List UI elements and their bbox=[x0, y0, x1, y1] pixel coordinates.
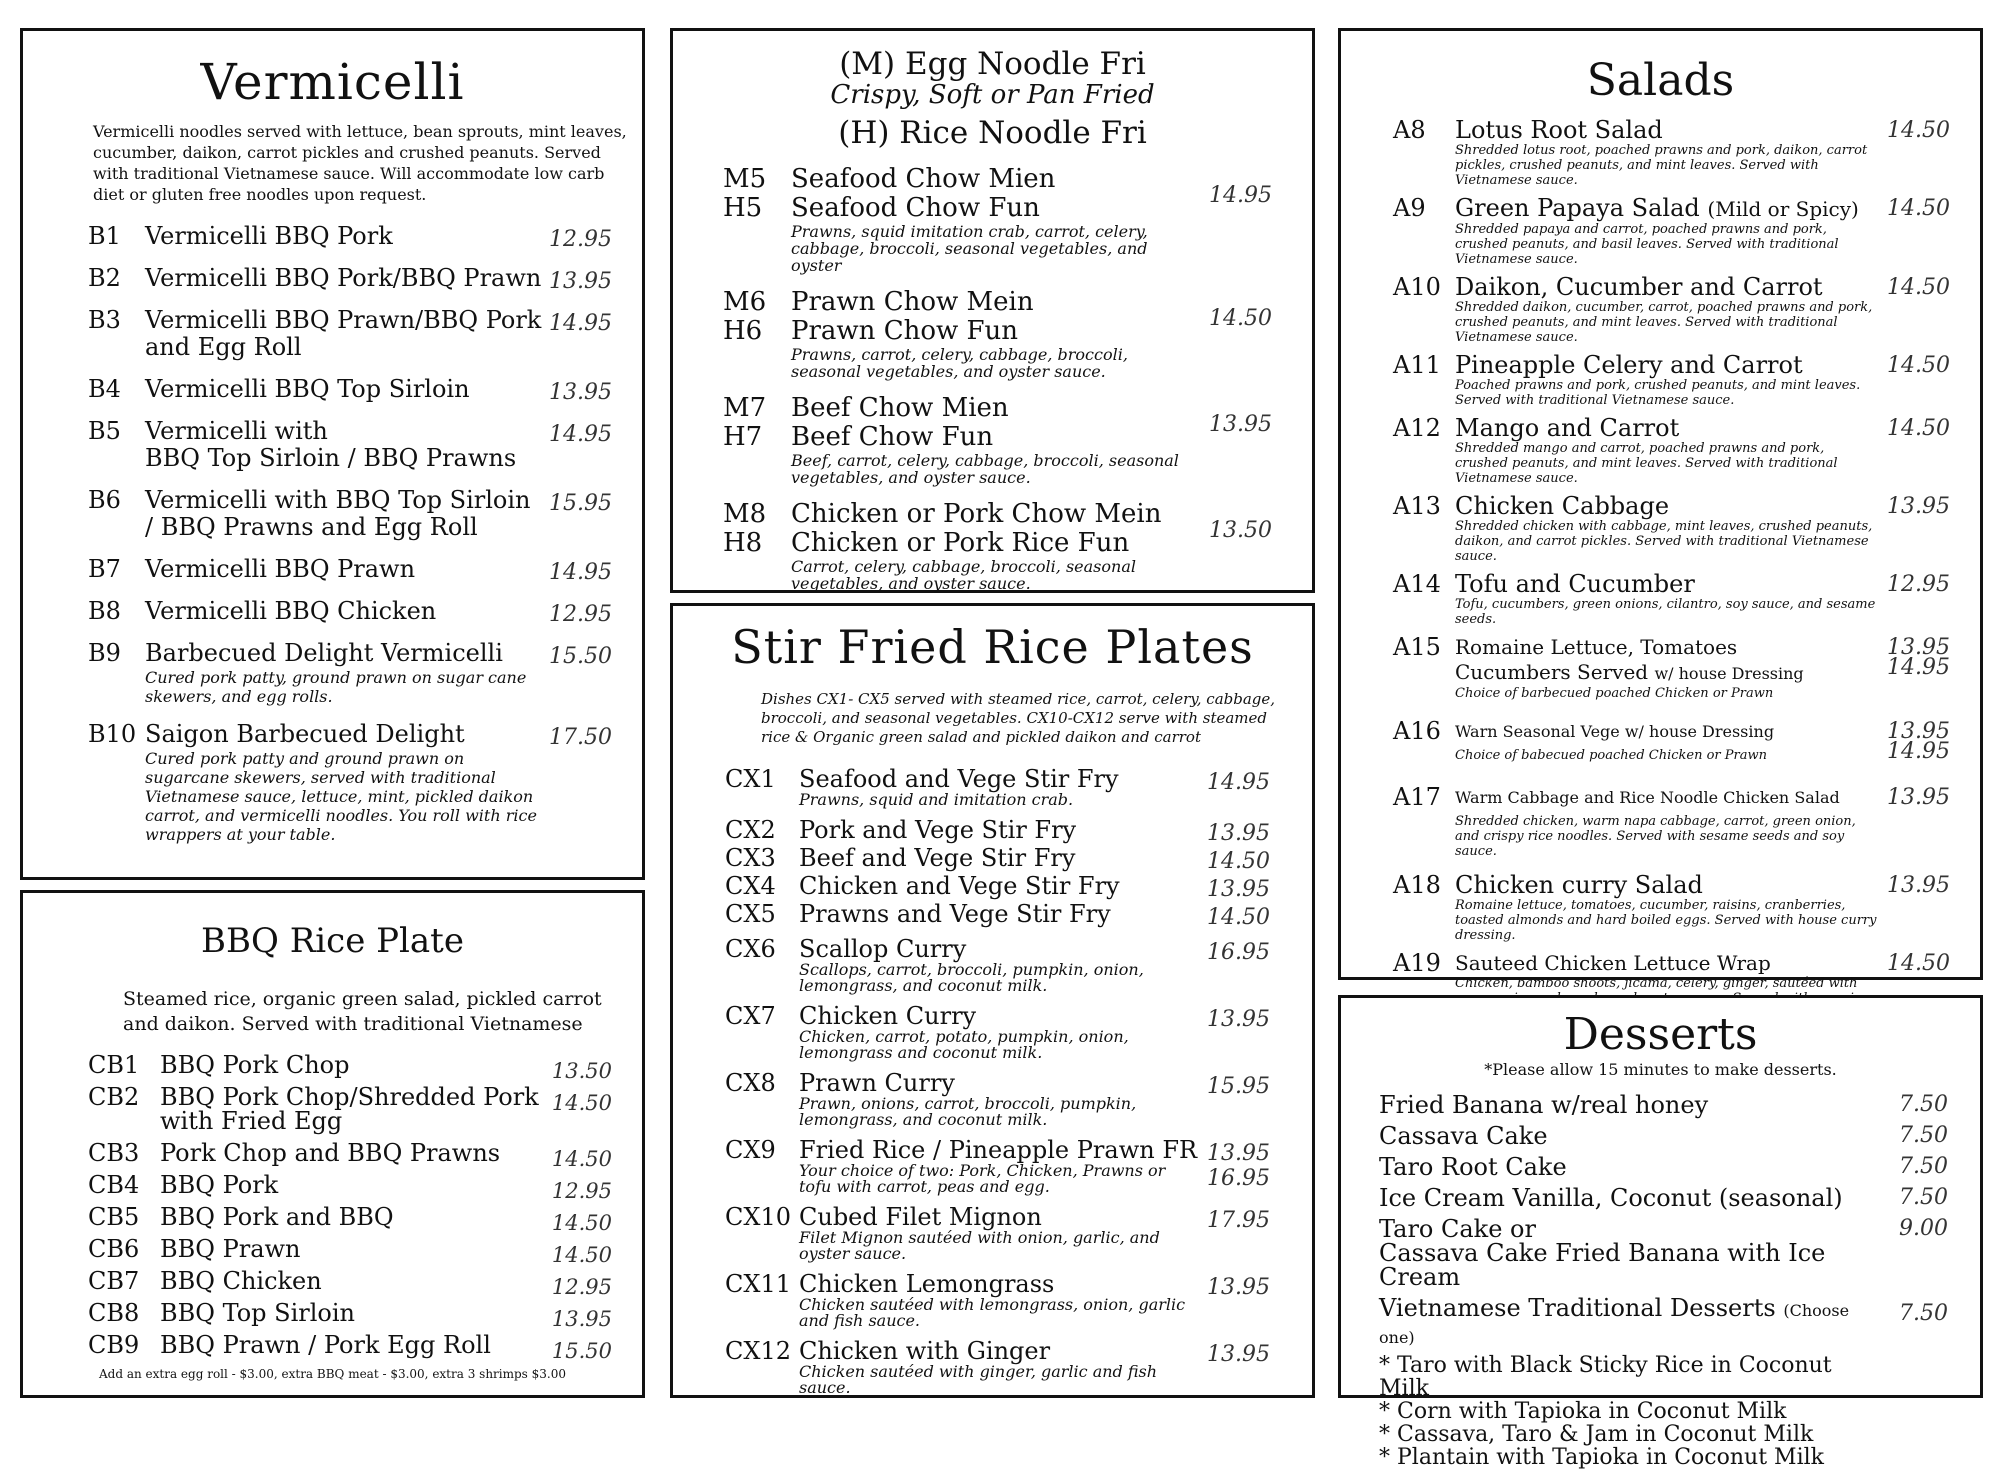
salads-section bbox=[1338, 28, 1983, 991]
item-description: Tofu, cucumbers, green onions, cilantro, soy sauce, and sesame seeds. bbox=[1455, 597, 1876, 627]
item-price bbox=[1207, 1141, 1270, 1191]
item-price-2: 14.95 bbox=[1887, 739, 1950, 764]
item-name: BBQ Top Sirloin bbox=[160, 1299, 356, 1327]
item-description: Shredded mango and carrot, poached prawns and pork, crushed peanuts, and mint leaves. Served with traditional Vietnamese sauce. bbox=[1455, 441, 1838, 486]
menu-item bbox=[1393, 416, 1950, 486]
menu-item bbox=[88, 1299, 612, 1331]
menu-item bbox=[723, 500, 1272, 592]
list-item: * Cassava, Taro & Jam in Coconut Milk bbox=[1379, 1422, 1814, 1447]
menu-item bbox=[1379, 1217, 1948, 1289]
item-code: A12 bbox=[1393, 414, 1441, 442]
item-price: 13.95 bbox=[549, 380, 612, 405]
item-price: 7.50 bbox=[1899, 1185, 1948, 1210]
item-name: Seafood Chow Mien bbox=[791, 164, 1056, 194]
menu-item bbox=[1379, 1093, 1948, 1117]
item-price: 13.95 bbox=[1887, 635, 1950, 660]
item-price: 14.50 bbox=[1887, 118, 1950, 143]
stir-fried-list bbox=[725, 767, 1270, 1396]
item-price: 16.95 bbox=[1207, 940, 1270, 965]
menu-item bbox=[1393, 275, 1950, 345]
item-name: Chicken Curry bbox=[799, 1002, 977, 1030]
item-name: Mango and Carrot bbox=[1455, 414, 1680, 442]
item-code: A16 bbox=[1393, 717, 1441, 745]
item-name: Chicken Lemongrass bbox=[799, 1270, 1055, 1298]
list-item: * Plantain with Tapioka in Coconut Milk bbox=[1379, 1445, 1824, 1470]
menu-item bbox=[725, 937, 1270, 994]
item-name: Beef Chow Mien bbox=[791, 393, 1009, 423]
item-code: CX5 bbox=[725, 900, 776, 928]
item-price: 13.95 bbox=[1209, 412, 1272, 437]
item-code: CB4 bbox=[88, 1171, 140, 1199]
item-name: Prawns and Vege Stir Fry bbox=[799, 900, 1111, 928]
item-code: CB9 bbox=[88, 1331, 140, 1359]
item-code: M5 bbox=[723, 164, 767, 194]
vermicelli-title: Vermicelli bbox=[200, 53, 465, 111]
item-price: 7.50 bbox=[1899, 1123, 1948, 1148]
item-description: Your choice of two: Pork, Chicken, Prawns or tofu with carrot, peas and egg. bbox=[799, 1161, 1166, 1196]
item-price: 13.95 bbox=[549, 269, 612, 294]
item-name: Lotus Root Salad bbox=[1455, 116, 1663, 144]
desserts-note: *Please allow 15 minutes to make desserts. bbox=[1484, 1060, 1837, 1079]
menu-item bbox=[88, 556, 612, 583]
item-name-line2: with Fried Egg bbox=[160, 1107, 343, 1135]
item-code: CB5 bbox=[88, 1203, 140, 1231]
item-description: Scallops, carrot, broccoli, pumpkin, onion, lemongrass, and coconut milk. bbox=[799, 960, 1144, 995]
menu-item bbox=[1393, 196, 1950, 267]
item-name: Vermicelli with bbox=[145, 417, 328, 445]
item-description: Romaine lettuce, tomatoes, cucumber, raisins, cranberries, toasted almonds and hard boiled eggs. Served with house curry dressing. bbox=[1455, 898, 1877, 943]
item-price: 14.95 bbox=[1207, 770, 1270, 795]
item-price: 13.95 bbox=[1207, 1007, 1270, 1032]
item-name-line2: / BBQ Prawns and Egg Roll bbox=[145, 513, 478, 541]
item-name: Chicken Cabbage bbox=[1455, 492, 1670, 520]
menu-item bbox=[88, 223, 612, 250]
item-name-note: (Choose one) bbox=[1379, 1301, 1850, 1347]
item-price: 14.50 bbox=[1887, 353, 1950, 378]
menu-item bbox=[725, 1205, 1270, 1262]
item-name: Chicken and Vege Stir Fry bbox=[799, 872, 1120, 900]
item-name: Seafood and Vege Stir Fry bbox=[799, 765, 1119, 793]
item-name: Chicken curry Salad bbox=[1455, 871, 1703, 899]
item-price: 12.95 bbox=[551, 1275, 612, 1299]
item-price-2: 14.95 bbox=[1887, 655, 1950, 680]
item-code: B2 bbox=[88, 264, 121, 292]
item-price: 13.95 bbox=[551, 1307, 612, 1331]
item-description: Poached prawns and pork, crushed peanuts, and mint leaves. Served with traditional Vietnamese sauce. bbox=[1455, 378, 1861, 408]
menu-item bbox=[725, 900, 1270, 930]
desserts-section bbox=[1338, 995, 1983, 1470]
item-name: BBQ Chicken bbox=[160, 1267, 322, 1295]
item-price: 12.95 bbox=[1887, 572, 1950, 597]
item-price: 14.50 bbox=[1887, 196, 1950, 221]
item-code: A8 bbox=[1393, 116, 1426, 144]
item-name: Prawn Chow Fun bbox=[791, 316, 1019, 346]
menu-item bbox=[1393, 635, 1950, 701]
item-price: 14.95 bbox=[549, 560, 612, 585]
menu-item bbox=[725, 816, 1270, 846]
item-description: Prawn, onions, carrot, broccoli, pumpkin, lemongrass, and coconut milk. bbox=[799, 1094, 1137, 1129]
item-code: B9 bbox=[88, 639, 121, 667]
item-code: CB1 bbox=[88, 1051, 140, 1079]
menu-item bbox=[1379, 1124, 1948, 1148]
item-code: B10 bbox=[88, 720, 137, 748]
menu-item bbox=[88, 721, 612, 844]
item-name-line2: Cassava Cake Fried Banana with Ice Cream bbox=[1379, 1239, 1826, 1291]
item-description: Cured pork patty, ground prawn on sugar cane skewers, and egg rolls. bbox=[145, 668, 527, 706]
item-description: Shredded daikon, cucumber, carrot, poached prawns and pork, crushed peanuts, and mint leaves. Served with traditional Vietnamese sauce. bbox=[1455, 300, 1873, 345]
menu-item bbox=[88, 1051, 612, 1083]
item-code: A14 bbox=[1393, 570, 1441, 598]
item-name: Fried Rice / Pineapple Prawn FR bbox=[799, 1136, 1198, 1164]
item-price: 14.50 bbox=[551, 1147, 612, 1171]
menu-item bbox=[88, 265, 612, 292]
item-name: Taro Root Cake bbox=[1379, 1153, 1567, 1181]
item-name: Vermicelli BBQ Top Sirloin bbox=[145, 375, 470, 403]
item-price-1: 13.95 bbox=[1207, 1141, 1270, 1166]
item-code: A9 bbox=[1393, 194, 1426, 222]
item-price: 14.50 bbox=[551, 1243, 612, 1267]
traditional-dessert-options bbox=[1379, 1354, 1878, 1469]
item-code: M7 bbox=[723, 393, 767, 423]
item-code: A19 bbox=[1393, 949, 1441, 977]
menu-item bbox=[1393, 873, 1950, 943]
bbq-rice-list bbox=[88, 1051, 612, 1363]
item-name: BBQ Prawn / Pork Egg Roll bbox=[160, 1331, 491, 1359]
menu-item bbox=[725, 872, 1270, 902]
bbq-rice-footnote: Add an extra egg roll - $3.00, extra BBQ meat - $3.00, extra 3 shrimps $3.00 bbox=[98, 1367, 567, 1381]
menu-item bbox=[88, 376, 612, 403]
item-name: Beef and Vege Stir Fry bbox=[799, 844, 1076, 872]
item-price: 7.50 bbox=[1899, 1301, 1948, 1326]
item-code: B3 bbox=[88, 306, 121, 334]
menu-item bbox=[88, 418, 612, 472]
item-price: 7.50 bbox=[1899, 1092, 1948, 1117]
item-code: CX2 bbox=[725, 816, 776, 844]
item-name-line2: and Egg Roll bbox=[145, 333, 302, 361]
noodle-fri-list bbox=[723, 165, 1272, 592]
item-name: Pineapple Celery and Carrot bbox=[1455, 351, 1803, 379]
stir-fried-title: Stir Fried Rice Plates bbox=[731, 620, 1254, 674]
item-code: A11 bbox=[1393, 351, 1441, 379]
item-name: Cubed Filet Mignon bbox=[799, 1203, 1042, 1231]
noodle-style-subheading: Crispy, Soft or Pan Fried bbox=[830, 80, 1155, 110]
menu-item bbox=[88, 1139, 612, 1171]
item-price: 14.95 bbox=[549, 422, 612, 447]
item-price: 13.95 bbox=[1887, 494, 1950, 519]
item-name: Vermicelli with BBQ Top Sirloin bbox=[145, 486, 531, 514]
item-name: BBQ Pork Chop bbox=[160, 1051, 350, 1079]
item-name: Romaine Lettuce, Tomatoes bbox=[1455, 635, 1738, 659]
item-price: 14.50 bbox=[1887, 275, 1950, 300]
item-price: 17.95 bbox=[1207, 1208, 1270, 1233]
item-price: 12.95 bbox=[551, 1179, 612, 1203]
item-name: Seafood Chow Fun bbox=[791, 193, 1040, 223]
menu-item bbox=[88, 1203, 612, 1235]
item-price: 17.50 bbox=[549, 725, 612, 750]
item-name: Warn Seasonal Vege w/ house Dressing bbox=[1455, 722, 1775, 741]
item-name: Pork and Vege Stir Fry bbox=[799, 816, 1077, 844]
item-price: 13.95 bbox=[1207, 821, 1270, 846]
stir-fried-rice-section bbox=[670, 603, 1315, 1398]
item-code: B1 bbox=[88, 222, 121, 250]
item-name: Beef Chow Fun bbox=[791, 422, 994, 452]
item-name: Chicken with Ginger bbox=[799, 1337, 1051, 1365]
menu-item bbox=[88, 1085, 612, 1133]
item-price: 14.50 bbox=[551, 1211, 612, 1235]
vermicelli-description: Vermicelli noodles served with lettuce, bean sprouts, mint leaves, cucumber, daikon, carrot pickles and crushed peanuts. Served with traditional Vietnamese sauce. Will accommodate low carb diet or gluten free noodles upon request. bbox=[93, 122, 627, 204]
item-code: CX8 bbox=[725, 1069, 776, 1097]
item-code: A13 bbox=[1393, 492, 1441, 520]
item-description: Chicken, carrot, potato, pumpkin, onion, lemongrass and coconut milk. bbox=[799, 1027, 1129, 1062]
item-description: Beef, carrot, celery, cabbage, broccoli, seasonal vegetables, and oyster sauce. bbox=[791, 451, 1179, 487]
item-description: Choice of babecued poached Chicken or Prawn bbox=[1455, 748, 1767, 763]
item-price: 14.50 bbox=[1207, 849, 1270, 874]
item-description: Chicken sautéed with ginger, garlic and fish sauce. bbox=[799, 1362, 1158, 1397]
vermicelli-section bbox=[20, 28, 645, 880]
item-description: Shredded lotus root, poached prawns and pork, daikon, carrot pickles, crushed peanuts, and mint leaves. Served with Vietnamese sauce. bbox=[1455, 143, 1868, 188]
menu-item bbox=[88, 307, 612, 361]
menu-item bbox=[88, 487, 612, 541]
list-item: * Taro with Black Sticky Rice in Coconut Milk bbox=[1379, 1353, 1832, 1401]
menu-item bbox=[1379, 1155, 1948, 1179]
egg-noodle-heading: (M) Egg Noodle Fri bbox=[839, 46, 1146, 82]
menu-item bbox=[725, 844, 1270, 874]
item-name: BBQ Prawn bbox=[160, 1235, 301, 1263]
menu-item bbox=[723, 394, 1272, 486]
item-price: 12.95 bbox=[549, 227, 612, 252]
menu-item bbox=[725, 1339, 1270, 1396]
vermicelli-list bbox=[88, 223, 612, 844]
menu-item bbox=[1393, 353, 1950, 408]
menu-item bbox=[88, 1331, 612, 1363]
item-name: Chicken or Pork Chow Mein bbox=[791, 499, 1162, 529]
item-name: BBQ Pork bbox=[160, 1171, 279, 1199]
item-price-2: 16.95 bbox=[1207, 1166, 1270, 1191]
item-name: Vermicelli BBQ Chicken bbox=[145, 597, 437, 625]
item-code: CX6 bbox=[725, 935, 776, 963]
item-code: CX12 bbox=[725, 1337, 791, 1365]
menu-item bbox=[723, 165, 1272, 274]
menu-item bbox=[725, 1071, 1270, 1128]
item-name-note: w/ house Dressing bbox=[1654, 664, 1804, 683]
item-name: Barbecued Delight Vermicelli bbox=[145, 639, 503, 667]
item-name: Vermicelli BBQ Pork/BBQ Prawn bbox=[145, 264, 542, 292]
item-code: B8 bbox=[88, 597, 121, 625]
list-item: * Corn with Tapioka in Coconut Milk bbox=[1379, 1399, 1787, 1424]
menu-item bbox=[1393, 118, 1950, 188]
item-name: Ice Cream Vanilla, Coconut (seasonal) bbox=[1379, 1184, 1843, 1212]
menu-item bbox=[1379, 1186, 1948, 1210]
item-name-note: Rice Noodle Chicken Salad bbox=[1619, 788, 1840, 807]
item-name: Fried Banana w/real honey bbox=[1379, 1091, 1709, 1119]
desserts-title: Desserts bbox=[1563, 1009, 1758, 1060]
item-code: H6 bbox=[723, 316, 763, 346]
item-name: Pork Chop and BBQ Prawns bbox=[160, 1139, 501, 1167]
item-code: CB7 bbox=[88, 1267, 140, 1295]
menu-item bbox=[1379, 1296, 1948, 1469]
item-name: Green Papaya Salad bbox=[1455, 194, 1700, 222]
bbq-rice-description: Steamed rice, organic green salad, pickled carrot and daikon. Served with traditional Vietnamese bbox=[123, 988, 602, 1035]
bbq-rice-plate-section bbox=[20, 890, 645, 1398]
item-code: CX1 bbox=[725, 765, 776, 793]
item-code: B5 bbox=[88, 417, 121, 445]
item-price: 14.50 bbox=[1887, 416, 1950, 441]
item-code: B4 bbox=[88, 375, 121, 403]
item-name: BBQ Pork and BBQ bbox=[160, 1203, 394, 1231]
item-description: Chicken sautéed with lemongrass, onion, garlic and fish sauce. bbox=[799, 1295, 1186, 1330]
item-name: BBQ Pork Chop/Shredded Pork bbox=[160, 1083, 539, 1111]
menu-item bbox=[88, 1171, 612, 1203]
item-price: 13.95 bbox=[1887, 785, 1950, 810]
item-description: Filet Mignon sautéed with onion, garlic, and oyster sauce. bbox=[799, 1228, 1160, 1263]
item-name-line2: BBQ Top Sirloin / BBQ Prawns bbox=[145, 444, 517, 472]
item-name: Vermicelli BBQ Pork bbox=[145, 222, 393, 250]
item-code: CB6 bbox=[88, 1235, 140, 1263]
item-name: Vermicelli BBQ Prawn bbox=[145, 555, 416, 583]
item-price: 13.95 bbox=[1207, 1342, 1270, 1367]
item-price: 13.50 bbox=[551, 1059, 612, 1083]
item-description: Shredded papaya and carrot, poached prawns and pork, crushed peanuts, and basil leaves. Served with traditional Vietnamese sauce. bbox=[1455, 222, 1839, 267]
item-code: CX3 bbox=[725, 844, 776, 872]
salads-title: Salads bbox=[1586, 55, 1735, 106]
item-code: A18 bbox=[1393, 871, 1441, 899]
menu-item bbox=[1393, 572, 1950, 627]
item-code: CX11 bbox=[725, 1270, 791, 1298]
item-code: H5 bbox=[723, 193, 763, 223]
item-description: Choice of barbecued poached Chicken or Prawn bbox=[1455, 686, 1774, 701]
item-price: 9.00 bbox=[1899, 1216, 1948, 1241]
menu-item bbox=[725, 1138, 1270, 1195]
menu-item bbox=[88, 640, 612, 706]
item-price: 15.50 bbox=[551, 1339, 612, 1363]
item-code: CB8 bbox=[88, 1299, 140, 1327]
item-code: CX9 bbox=[725, 1136, 776, 1164]
item-code: CX10 bbox=[725, 1203, 791, 1231]
item-code: A15 bbox=[1393, 633, 1441, 661]
item-code: M6 bbox=[723, 287, 767, 317]
menu-item bbox=[1393, 785, 1950, 859]
item-description: Prawns, squid imitation crab, carrot, celery, cabbage, broccoli, seasonal vegetables, and oyster bbox=[791, 222, 1148, 275]
item-price: 7.50 bbox=[1899, 1154, 1948, 1179]
item-code: A10 bbox=[1393, 273, 1441, 301]
item-name: Vietnamese Traditional Desserts bbox=[1379, 1294, 1776, 1322]
item-description: Shredded chicken with cabbage, mint leaves, crushed peanuts, daikon, and carrot pickles. Served with traditional Vietnamese sauce. bbox=[1455, 519, 1873, 564]
item-price: 15.95 bbox=[549, 491, 612, 516]
menu-item bbox=[88, 1267, 612, 1299]
item-name: Tofu and Cucumber bbox=[1455, 570, 1695, 598]
item-name: Cassava Cake bbox=[1379, 1122, 1548, 1150]
item-name: Prawn Curry bbox=[799, 1069, 955, 1097]
item-name: Warm Cabbage and bbox=[1455, 788, 1615, 807]
bbq-rice-title: BBQ Rice Plate bbox=[201, 921, 464, 961]
item-price: 13.95 bbox=[1207, 877, 1270, 902]
menu-item bbox=[725, 767, 1270, 808]
menu-item bbox=[725, 1272, 1270, 1329]
item-price: 14.50 bbox=[1887, 951, 1950, 976]
item-name: Sauteed Chicken Lettuce Wrap bbox=[1455, 951, 1771, 975]
item-code: H7 bbox=[723, 422, 763, 452]
item-price: 14.50 bbox=[1209, 306, 1272, 331]
item-name: Vermicelli BBQ Prawn/BBQ Pork bbox=[145, 306, 542, 334]
item-description: Cured pork patty and ground prawn on sugarcane skewers, served with traditional Vietnamese sauce, lettuce, mint, pickled daikon carrot, and vermicelli noodles. You roll with rice wrappers at your table. bbox=[145, 749, 537, 844]
item-name-line2: Cucumbers Served bbox=[1455, 660, 1649, 684]
item-code: H8 bbox=[723, 528, 763, 558]
noodle-fri-section bbox=[670, 28, 1315, 593]
item-description: Prawns, carrot, celery, cabbage, broccoli, seasonal vegetables, and oyster sauce. bbox=[791, 345, 1128, 381]
menu-item bbox=[1393, 719, 1950, 763]
item-code: A17 bbox=[1393, 783, 1441, 811]
item-description: Shredded chicken, warm napa cabbage, carrot, green onion, and crispy rice noodles. Served with sesame seeds and soy sauce. bbox=[1455, 814, 1856, 859]
item-price: 14.50 bbox=[551, 1091, 612, 1115]
item-code: B7 bbox=[88, 555, 121, 583]
item-price: 14.95 bbox=[1209, 183, 1272, 208]
menu-item bbox=[725, 1004, 1270, 1061]
item-name-note: (Mild or Spicy) bbox=[1707, 197, 1859, 221]
item-name: Chicken or Pork Rice Fun bbox=[791, 528, 1130, 558]
salads-list bbox=[1393, 118, 1950, 1021]
item-description: Carrot, celery, cabbage, broccoli, seasonal vegetables, and oyster sauce. bbox=[791, 557, 1136, 593]
item-price: 13.95 bbox=[1207, 1275, 1270, 1300]
menu-item bbox=[723, 288, 1272, 380]
item-price: 13.95 bbox=[1887, 873, 1950, 898]
item-description: Prawns, squid and imitation crab. bbox=[799, 790, 1074, 809]
item-name: Prawn Chow Mein bbox=[791, 287, 1034, 317]
menu-item bbox=[88, 1235, 612, 1267]
item-code: CX4 bbox=[725, 872, 776, 900]
rice-noodle-heading: (H) Rice Noodle Fri bbox=[838, 115, 1147, 151]
item-code: CB3 bbox=[88, 1139, 140, 1167]
item-name: Daikon, Cucumber and Carrot bbox=[1455, 273, 1823, 301]
item-description: Chicken, bamboo shoots, jicama, celery, ginger, sautéed with bbox=[1455, 976, 1858, 991]
stir-fried-description: Dishes CX1- CX5 served with steamed rice, carrot, celery, cabbage, broccoli, and seasonal vegetables. CX10-CX12 serve with steamed rice & Organic green salad and pickled daikon and carrot bbox=[761, 690, 1276, 746]
item-price: 15.95 bbox=[1207, 1074, 1270, 1099]
item-code: CB2 bbox=[88, 1083, 140, 1111]
item-name: Scallop Curry bbox=[799, 935, 967, 963]
menu-item bbox=[88, 598, 612, 625]
item-price: 14.95 bbox=[549, 311, 612, 336]
item-price: 15.50 bbox=[549, 644, 612, 669]
item-price: 13.95 bbox=[1887, 719, 1950, 744]
item-code: B6 bbox=[88, 486, 121, 514]
desserts-list bbox=[1379, 1093, 1948, 1469]
item-code: M8 bbox=[723, 499, 767, 529]
item-price: 13.50 bbox=[1209, 518, 1272, 543]
item-price: 14.50 bbox=[1207, 905, 1270, 930]
item-code: CX7 bbox=[725, 1002, 776, 1030]
item-price: 12.95 bbox=[549, 602, 612, 627]
item-name: Saigon Barbecued Delight bbox=[145, 720, 465, 748]
item-name: Taro Cake or bbox=[1379, 1215, 1536, 1243]
menu-item bbox=[1393, 494, 1950, 564]
